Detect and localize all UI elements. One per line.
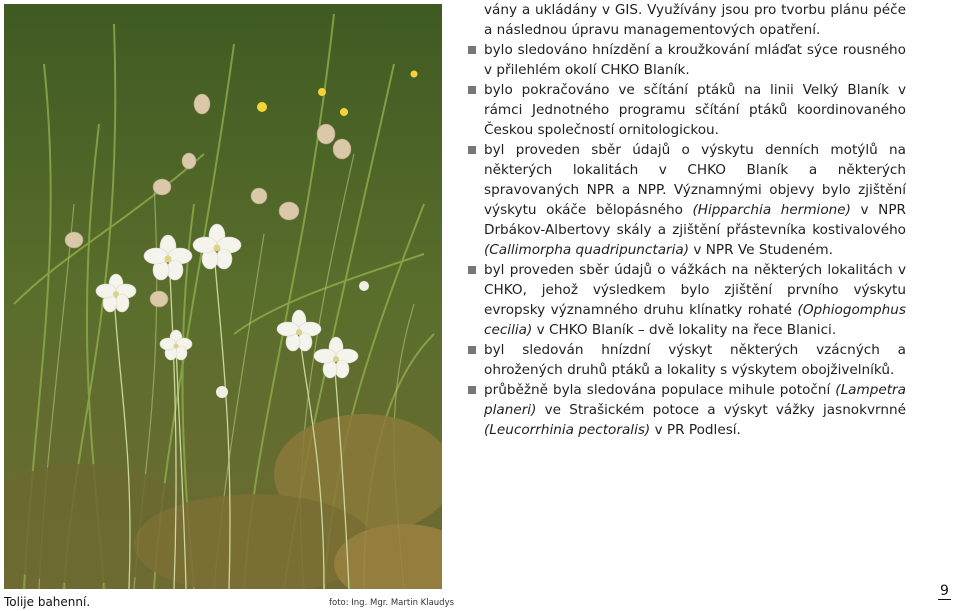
- item-text: v NPR Drbákov-Albertovy skály a zjištění přástevníka kostivalového: [484, 202, 906, 238]
- square-bullet-icon: [468, 266, 476, 274]
- species-name: (Hipparchia hermione): [692, 202, 851, 218]
- photo-grass-of-parnassus: [4, 4, 442, 589]
- list-item: [466, 340, 906, 380]
- item-text: v NPR Ve Studeném.: [693, 242, 833, 258]
- item-text: v PR Podlesí.: [654, 422, 741, 438]
- species-name: (Ophiogomphus cecilia): [484, 302, 906, 338]
- item-text: bylo pokračováno ve sčítání ptáků na linii Velký Blaník v rámci Jednotného programu sčítání ptáků koordinovaného Českou společností ornitologickou.: [484, 82, 906, 138]
- page-number: 9: [940, 583, 949, 599]
- item-text: byl sledován hnízdní výskyt některých vzácných a ohrožených druhů ptáků a lokality s výskytem obojživelníků.: [484, 342, 906, 378]
- species-name: (Callimorpha quadripunctaria): [484, 242, 690, 258]
- list-item: [466, 80, 906, 140]
- square-bullet-icon: [468, 386, 476, 394]
- species-name: (Leucorrhinia pectoralis): [484, 422, 651, 438]
- list-item: [466, 380, 906, 440]
- list-item: [466, 260, 906, 340]
- square-bullet-icon: [468, 86, 476, 94]
- intro-paragraph: vány a ukládány v GIS. Využívány jsou pro tvorbu plánu péče a následnou úpravu managementových opatření.: [484, 2, 906, 38]
- species-name: (Lampetra planeri): [484, 382, 906, 418]
- square-bullet-icon: [468, 146, 476, 154]
- photo-credit: foto: Ing. Mgr. Martin Klaudys: [329, 598, 455, 608]
- list-item: [466, 40, 906, 80]
- item-text: v CHKO Blaník – dvě lokality na řece Blanici.: [536, 322, 837, 338]
- body-text: [466, 0, 906, 440]
- square-bullet-icon: [468, 46, 476, 54]
- item-text: ve Strašickém potoce a výskyt vážky jasnokvrnné: [544, 402, 906, 418]
- item-text: průběžně byla sledována populace mihule potoční: [484, 382, 831, 398]
- flower-photo-illustration: [4, 4, 442, 589]
- item-text: bylo sledováno hnízdění a kroužkování mláďat sýce rousného v přilehlém okolí CHKO Blaník.: [484, 42, 906, 78]
- photo-caption: Tolije bahenní.: [4, 595, 91, 609]
- item-text: byl proveden sběr údajů o vážkách na některých lokalitách v CHKO, jehož výsledkem bylo zjištění prvního výskytu evropsky významného druhu klínatky rohaté: [484, 262, 906, 318]
- square-bullet-icon: [468, 346, 476, 354]
- item-text: byl proveden sběr údajů o výskytu denních motýlů na některých lokalitách v CHKO Blaník a některých spravovaných NPR a NPP. Významnými objevy bylo zjištění výskytu okáče bělopásného: [484, 142, 906, 218]
- list-item: [466, 140, 906, 260]
